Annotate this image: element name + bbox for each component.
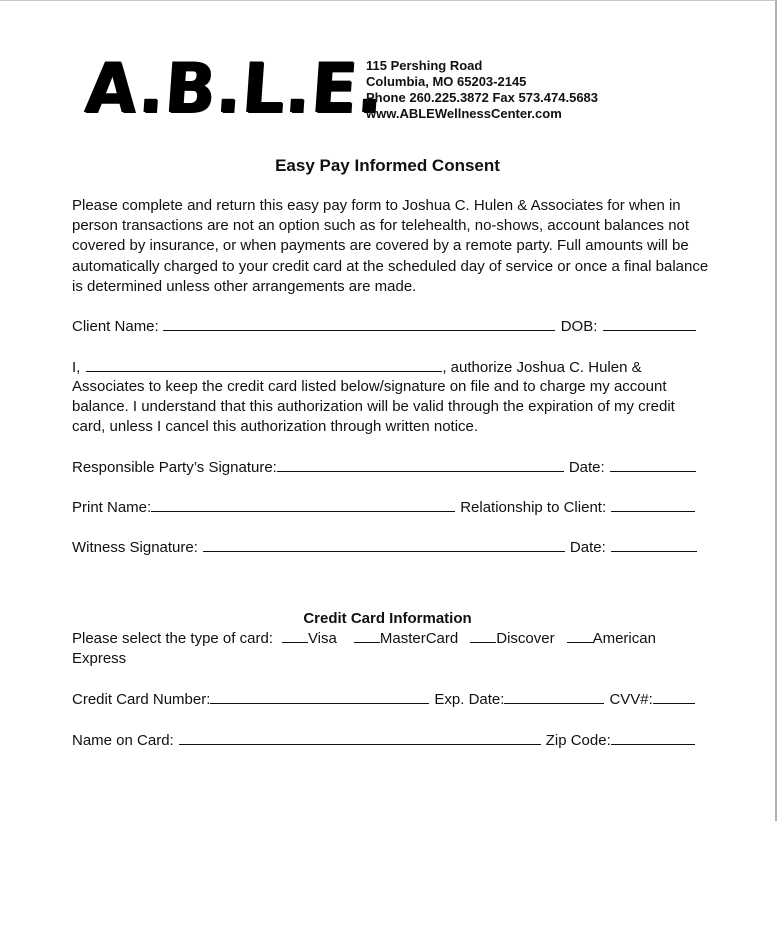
address-street: 115 Pershing Road (366, 58, 483, 73)
website-link[interactable]: www.ABLEWellnessCenter.com (366, 106, 562, 121)
card-number-row (72, 689, 700, 709)
zip-code-field[interactable] (611, 730, 695, 745)
address-block (366, 58, 598, 122)
witness-date-field[interactable] (611, 537, 697, 552)
relationship-label: Relationship to Client: (460, 499, 607, 516)
card-type-mastercard: MasterCard (379, 630, 459, 647)
card-type-visa: Visa (307, 630, 337, 647)
auth-suffix: , authorize Joshua C. Hulen & (442, 359, 642, 376)
authorization-text: Associates to keep the credit card listed below/signature on file and to charge my account balance. I understand that this authorization will be valid through the expiration of my credit card, unless I cancel this authorization through written notice. (72, 378, 675, 436)
name-on-card-label: Name on Card: (72, 732, 174, 749)
dob-field[interactable] (603, 316, 696, 331)
client-name-label: Client Name: (72, 318, 159, 335)
auth-prefix: I, (72, 359, 81, 376)
document-title: Easy Pay Informed Consent (275, 156, 500, 175)
client-name-row (72, 316, 700, 336)
responsible-signature-field[interactable] (277, 457, 564, 472)
card-type-american: American (592, 630, 656, 647)
client-name-field[interactable] (163, 316, 555, 331)
visa-checkbox[interactable] (282, 629, 308, 643)
print-name-field[interactable] (151, 497, 455, 512)
card-type-express: Express (72, 650, 127, 667)
responsible-date-field[interactable] (610, 457, 696, 472)
authorizer-name-field[interactable] (86, 357, 442, 372)
cvv-field[interactable] (653, 689, 695, 704)
relationship-field[interactable] (611, 497, 695, 512)
american-express-checkbox[interactable] (567, 629, 593, 643)
card-type-prompt: Please select the type of card: (72, 630, 273, 647)
name-on-card-field[interactable] (179, 730, 541, 745)
card-type-overflow-row (72, 649, 700, 669)
witness-signature-field[interactable] (203, 537, 565, 552)
address-city: Columbia, MO 65203-2145 (366, 74, 527, 89)
name-on-card-row (72, 730, 700, 750)
print-name-row (72, 497, 700, 517)
dob-label: DOB: (560, 318, 598, 335)
intro-paragraph: Please complete and return this easy pay form to Joshua C. Hulen & Associates for when in person transactions are not an option such as for telehealth, no-shows, account balances not covered by insurance, or when payments are covered by a remote party. Full amounts will be automatically charged to your credit card at the scheduled day of service or once a final balance is determined unless other arrangements are made. (72, 197, 709, 295)
authorization-row (72, 357, 700, 377)
date-label: Date: (568, 459, 605, 476)
card-number-field[interactable] (210, 689, 429, 704)
responsible-signature-label: Responsible Party’s Signature: (72, 459, 277, 476)
responsible-signature-row (72, 457, 700, 477)
zip-code-label: Zip Code: (545, 732, 611, 749)
witness-signature-row (72, 537, 700, 557)
witness-signature-label: Witness Signature: (72, 539, 198, 556)
card-type-discover: Discover (496, 630, 555, 647)
witness-date-label: Date: (569, 539, 606, 556)
card-number-label: Credit Card Number: (72, 691, 211, 708)
exp-date-field[interactable] (504, 689, 604, 704)
cvv-label: CVV#: (609, 691, 653, 708)
phone-fax: Phone 260.225.3872 Fax 573.474.5683 (366, 90, 599, 105)
print-name-label: Print Name: (72, 499, 152, 516)
mastercard-checkbox[interactable] (354, 629, 380, 643)
exp-date-label: Exp. Date: (434, 691, 505, 708)
credit-card-heading: Credit Card Information (303, 610, 472, 627)
card-type-row (72, 629, 700, 649)
discover-checkbox[interactable] (470, 629, 496, 643)
able-logo: A.B.L.E. (83, 48, 387, 129)
